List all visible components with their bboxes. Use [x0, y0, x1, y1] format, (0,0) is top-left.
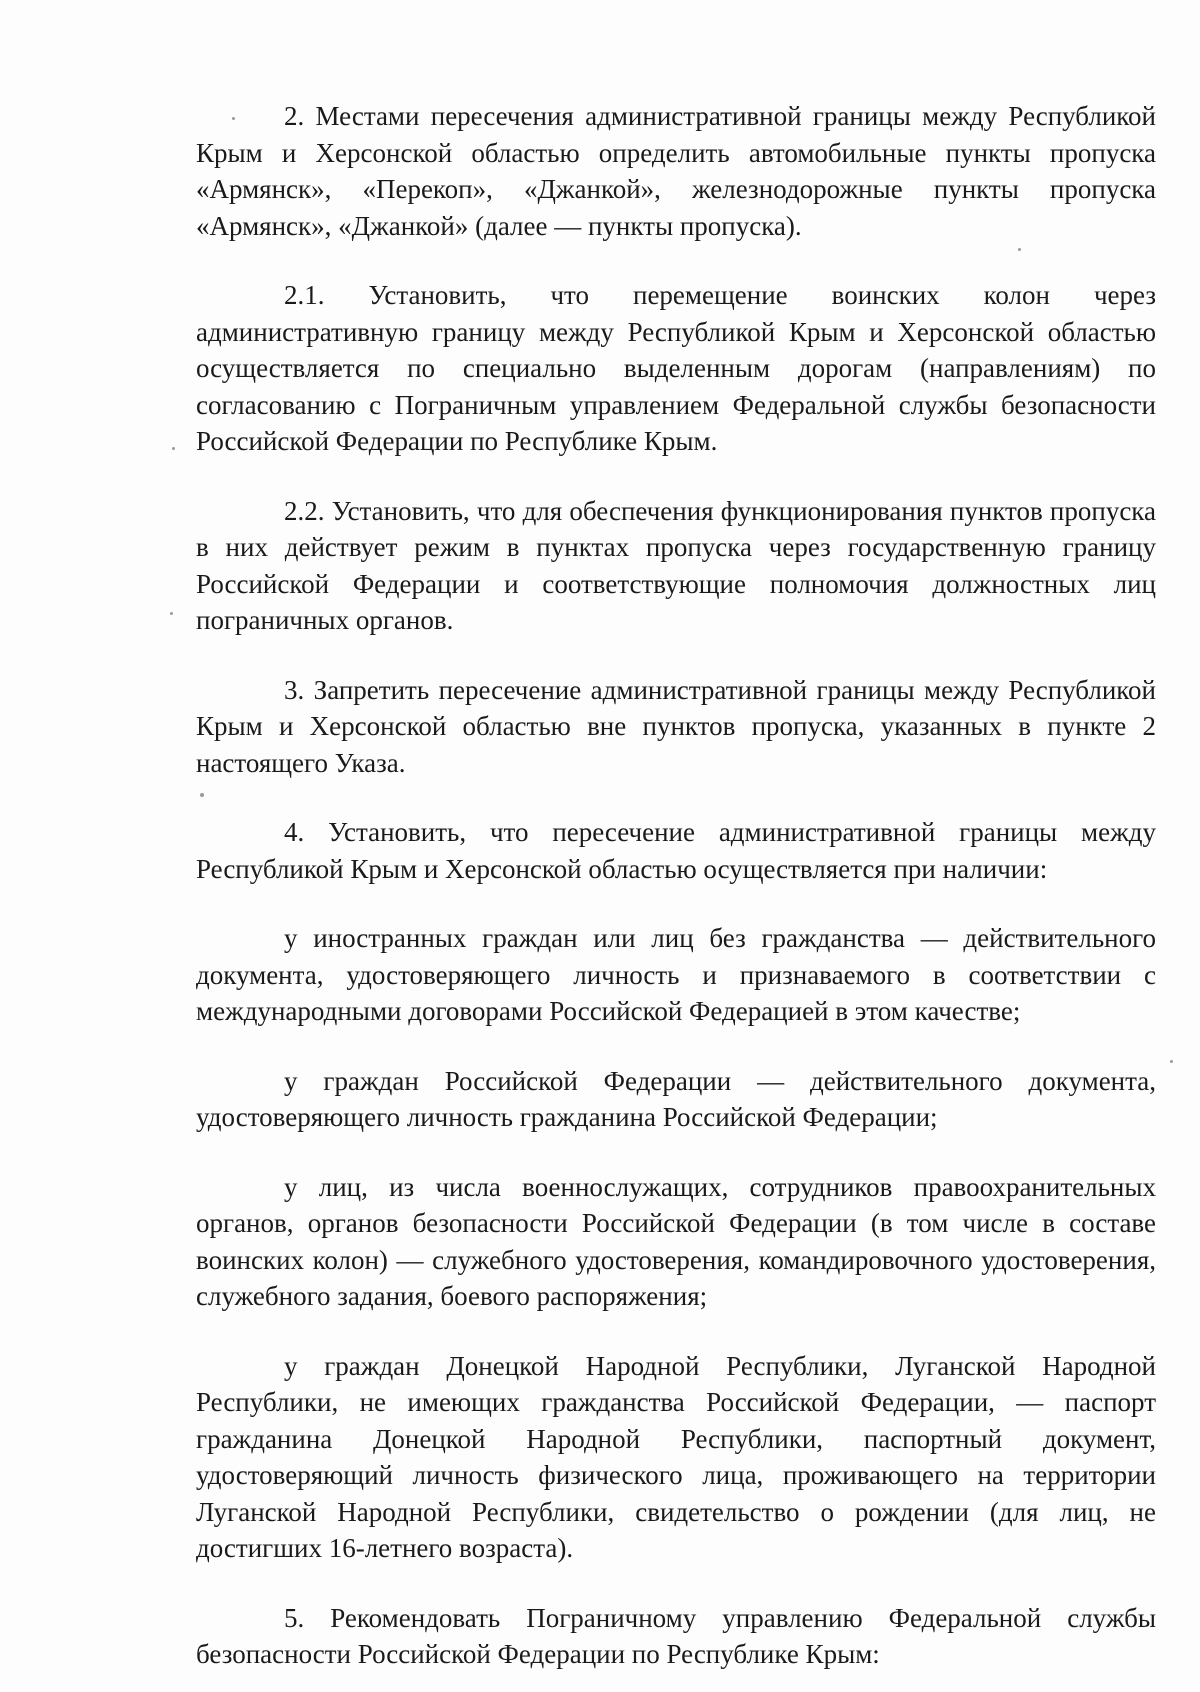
paragraph-2: 2. Местами пересечения административной границы между Республикой Крым и Херсонской областью определить автомобильные пункты пропуска «Армянск», «Перекоп», «Джанкой», железнодорожные пункты пропуска «Армянск», «Джанкой» (далее — пункты пропуска).: [196, 101, 1156, 241]
paragraph-2-1: 2.1. Установить, что перемещение воинских колон через административную границу между Республикой Крым и Херсонской областью осуществляется по специально выделенным дорогам (направлениям) по согласованию с Пограничным управлением Федеральной службы безопасности Российской Федерации по Республике Крым.: [196, 280, 1156, 456]
paragraph-4-servicemen: у лиц, из числа военнослужащих, сотрудников правоохранительных органов, органов безопасности Российской Федерации (в том числе в составе воинских колон) — служебного удостоверения, командировочного удостоверения, служебного задания, боевого распоряжения;: [196, 1171, 1156, 1311]
scan-speck: [170, 612, 173, 615]
paragraph-3: 3. Запретить пересечение административной границы между Республикой Крым и Херсонской областью вне пунктов пропуска, указанных в пункте 2 настоящего Указа.: [196, 674, 1156, 778]
paragraph-2-2: 2.2. Установить, что для обеспечения функционирования пунктов пропуска в них действует режим в пунктах пропуска через государственную границу Российской Федерации и соответствующие полномочия должностных лиц пограничных органов.: [196, 495, 1156, 635]
paragraph-4: 4. Установить, что пересечение административной границы между Республикой Крым и Херсонской областью осуществляется при наличии:: [196, 817, 1156, 884]
paragraph-4-russian-citizens: у граждан Российской Федерации — действительного документа, удостоверяющего личность гражданина Российской Федерации;: [196, 1065, 1156, 1132]
document-body: [196, 98, 1156, 1673]
paragraph-4-dpr-lpr-citizens: у граждан Донецкой Народной Республики, Луганской Народной Республики, не имеющих гражданства Российской Федерации, — паспорт гражданина Донецкой Народной Республики, паспортный документ, удостоверяющий личность физического лица, проживающего на территории Луганской Народной Республики, свидетельство о рождении (для лиц, не достигших 16-летнего возраста).: [196, 1350, 1156, 1563]
paragraph-4-foreign-citizens: у иностранных граждан или лиц без гражданства — действительного документа, удостоверяющего личность и признаваемого в соответствии с международными договорами Российской Федерацией в этом качестве;: [196, 923, 1156, 1026]
paragraph-5: 5. Рекомендовать Пограничному управлению Федеральной службы безопасности Российской Федерации по Республике Крым:: [196, 1602, 1156, 1669]
scan-speck: [1170, 1060, 1173, 1063]
scan-speck: [172, 447, 175, 450]
